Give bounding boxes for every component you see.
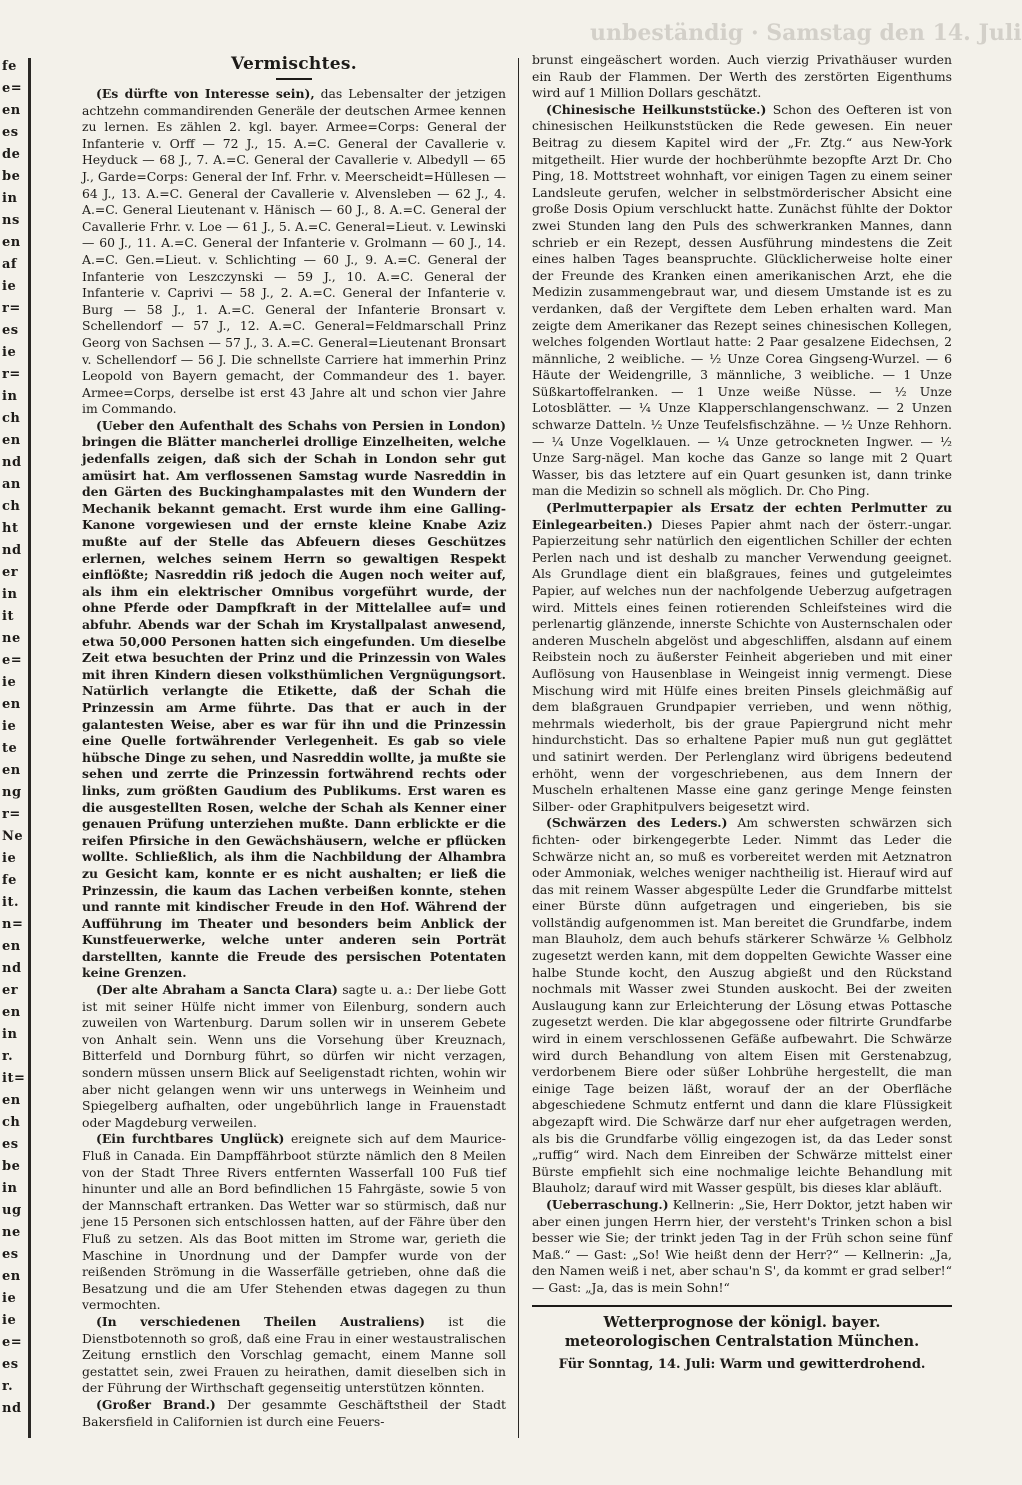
weather-forecast: Für Sonntag, 14. Juli: Warm und gewitterdrohend. (558, 1356, 926, 1372)
margin-fragment: ie (2, 279, 17, 294)
margin-fragment: ns (2, 213, 20, 228)
margin-fragment: er (2, 565, 19, 580)
margin-fragment: n= (2, 917, 24, 932)
margin-fragment: e= (2, 653, 23, 668)
article-keyword: (Schwärzen des Leders.) (546, 815, 728, 831)
article-keyword: (Chinesische Heilkunststücke.) (546, 101, 767, 117)
article-text: Kellnerin: „Sie, Herr Doktor, jetzt haben wir aber einen jungen Herrn hier, der versteht's Trinken schon a bisl besser wie Sie; der trinkt jeden Tag in der Früh schon seine fünf Maß.“ — Gast: „So! Wie heißt denn der Herr?“ — Kellnerin: „Ja, den Namen weiß i net, aber schau'n S', da kommt er grad selber!“ — Gast: „Ja, das is mein Sohn!“ (532, 1196, 952, 1295)
article-paragraph (532, 102, 952, 500)
margin-fragment: it (2, 609, 14, 624)
article-paragraph (82, 1131, 506, 1314)
margin-fragment: ch (2, 411, 21, 426)
margin-fragment: es (2, 125, 19, 140)
margin-fragment: ie (2, 1291, 17, 1306)
margin-fragment: it= (2, 1071, 26, 1086)
margin-fragment: en (2, 1093, 21, 1108)
margin-fragment: en (2, 763, 21, 778)
margin-fragment: te (2, 741, 18, 756)
margin-fragment: es (2, 1357, 19, 1372)
margin-fragment: in (2, 389, 18, 404)
article-keyword: (Es dürfte von Interesse sein), (96, 86, 315, 101)
margin-fragment: r. (2, 1379, 14, 1394)
margin-fragment: en (2, 103, 21, 118)
margin-fragment: ie (2, 675, 17, 690)
margin-fragment: ch (2, 499, 21, 514)
margin-fragment: e= (2, 81, 23, 96)
margin-fragment: ht (2, 521, 19, 536)
column-left-body (82, 86, 506, 1430)
margin-fragment: fe (2, 873, 17, 888)
margin-fragment: es (2, 1247, 19, 1262)
article-paragraph (82, 1314, 506, 1397)
column-divider (518, 58, 519, 1438)
margin-fragment: ie (2, 851, 17, 866)
article-text: das Lebensalter der jetzigen achtzehn commandirenden Generäle der deutschen Armee kennen zu lernen. Es zählen 2. kgl. bayer. Armee=Corps: General der Infanterie v. Orff — 72 J., 15. A.=C. General der Cavallerie v. Heyduck — 68 J., 7. A.=C. General der Cavallerie v. Albedyll — 65 J., Garde=Corps: General der Inf. Frhr. v. Meerscheidt=Hüllesen — 64 J., 13. A.=C. General der Cavallerie v. Alvensleben — 62 J., 4. A.=C. General Lieutenant v. Hänisch — 60 J., 8. A.=C. General der Cavallerie Frhr. v. Loe — 61 J., 5. A.=C. General=Lieut. v. Lewinski — 60 J., 11. A.=C. General der Infanterie v. Grolmann — 60 J., 14. A.=C. Gen.=Lieut. v. Schlichting — 60 J., 9. A.=C. General der Infanterie von Leszczynski — 59 J., 10. A.=C. General der Infanterie v. Caprivi — 58 J., 2. A.=C. General der Infanterie v. Burg — 58 J., 1. A.=C. General der Infanterie Bronsart v. Schellendorf — 57 J., 12. A.=C. General=Feldmarschall Prinz Georg von Sachsen — 57 J., 3. A.=C. General=Lieutenant Bronsart v. Schellendorf — 56 J. Die schnellste Carriere hat immerhin Prinz Leopold von Bayern gemacht, der Commandeur des 1. bayer. Armee=Corps, derselbe ist erst 43 Jahre alt und schon vier Jahre im Commando. (82, 86, 506, 417)
article-paragraph (532, 500, 952, 815)
margin-fragment: es (2, 1137, 19, 1152)
column-right-body (532, 52, 952, 1297)
article-text: brunst eingeäschert worden. Auch vierzig Privathäuser wurden ein Raub der Flammen. Der Werth des zerstörten Eigenthums wird auf 1 Million Dollars geschätzt. (532, 52, 952, 101)
margin-fragment: en (2, 1005, 21, 1020)
article-keyword: (Perlmutterpapier als Ersatz der echten Perlmutter zu Einlegearbeiten.) (532, 500, 952, 532)
weather-rule (532, 1305, 952, 1307)
margin-fragment: be (2, 1159, 21, 1174)
margin-fragment: in (2, 1027, 18, 1042)
article-text: ist die Dienstbotennoth so groß, daß eine Frau in einer westaustralischen Zeitung ernstlich den Vorschlag gemacht, einem Manne soll gestattet sein, zwei Frauen zu heirathen, damit dieselben sich in der Führung der Wirthschaft gegenseitig unterstützen könnten. (82, 1313, 507, 1396)
bleed-through-text: unbeständig · Samstag den 14. Juli (590, 20, 1022, 46)
margin-fragment: en (2, 939, 21, 954)
margin-fragment: nd (2, 455, 22, 470)
article-keyword: (Ueberraschung.) (546, 1196, 669, 1212)
article-paragraph (82, 86, 506, 418)
weather-title: Wetterprognose der königl. bayer. meteorologischen Centralstation München. (564, 1313, 920, 1350)
section-heading: Vermischtes. (231, 54, 357, 74)
article-text: Schon des Oefteren ist von chinesischen Heilkunststücken die Rede gewesen. Ein neuer Beitrag zu diesem Kapitel wird der „Fr. Ztg.“ aus New-York mitgetheilt. Hier wurde der hochberühmte bezopfte Arzt Dr. Cho Ping, 18. Mottstreet wohnhaft, vor einigen Tagen zu einem seiner Landsleute gerufen, welcher in selbstmörderischer Absicht eine große Dosis Opium verschluckt hatte. Zunächst fühlte der Doktor zwei Stunden lang den Puls des schwerkranken Mannes, dann schrieb er ein Rezept, dessen Ausführung mindestens die Zeit eines halben Tages beanspruchte. Glücklicherweise holte einer der Freunde des Kranken einen amerikanischen Arzt, ehe die Medizin zusammengebraut war, und diesem Umstande ist es zu verdanken, daß der Vergiftete dem Leben erhalten ward. Man zeigte dem Amerikaner das Rezept seines chinesischen Kollegen, welches folgenden Wortlaut hatte: 2 Paar gesalzene Eidechsen, 2 männliche, 2 weibliche. — ½ Unze Corea Gingseng-Wurzel. — 6 Häute der Weidengrille, 3 männliche, 3 weibliche. — 1 Unze Süßkartoffelranken. — 1 Unze weiße Nüsse. — ½ Unze Lotosblätter. — ¼ Unze Klapperschlangenschwanz. — 2 Unzen schwarze Datteln. ½ Unze Teufelsfischzähne. — ½ Unze Rehhorn. — ¼ Unze Vogelklauen. — ¼ Unze getrockneten Ingwer. — ½ Unze Sarg-nägel. Man koche das Ganze so lange mit 2 Quart Wasser, bis das letztere auf ein Quart gesunken ist, dann trinke man die Medizin so schnell als möglich. Dr. Cho Ping. (532, 101, 952, 499)
article-keyword: (In verschiedenen Theilen Australiens) (96, 1313, 426, 1329)
article-text: bringen die Blätter mancherlei drollige Einzelheiten, welche jedenfalls zeigen, daß sich der Schah in London sehr gut amüsirt hat. Am verflossenen Samstag wurde Nasreddin in den Gärten des Buckinghampalastes mit den Wundern der Mechanik bekannt gemacht. Erst wurde ihm eine Galling-Kanone vorgewiesen und der ernste kleine Knabe Aziz mußte auf der Stelle das Abfeuern dieses Geschützes erlernen, welches seinem Herrn so gewaltigen Respekt einflößte; Nasreddin riß jedoch die Augen noch weiter auf, als ihm ein elektrischer Omnibus vorgeführt wurde, der ohne Pferde oder Dampfkraft in der Mittelallee auf= und abfuhr. Abends war der Schah im Krystallpalast anwesend, etwa 50,000 Personen hatten sich eingefunden. Um dieselbe Zeit etwa besuchten der Prinz und die Prinzessin von Wales mit ihren Kindern diesen volksthümlichen Vergnügungsort. Natürlich verlangte die Etikette, daß der Schah die Prinzessin am Arme führte. Das that er auch in der galantesten Weise, aber es war für ihn und die Prinzessin eine Quelle fortwährender Verlegenheit. Es gab so viele hübsche Dinge zu sehen, und Nasreddin wollte, ja mußte sie sehen und zerrte die Prinzessin fortwährend rechts oder links, zum größten Gaudium des Publikums. Erst waren es die ausgestellten Rosen, welche der Schah als Kenner einer genauen Prüfung unterziehen mußte. Dann erblickte er die reifen Pfirsiche in den Gewächshäusern, welche er pflücken wollte. Schließlich, als ihm die Nachbildung der Alhambra zu Gesicht kam, konnte er es nicht aushalten; er ließ die Prinzessin, die kaum das Lachen verbeißen konnte, stehen und rannte mit kindischer Freude in den Hof. Während der Aufführung im Theater und besonders beim Anblick der Kunstfeuerwerke, welche unter anderen sein Porträt darstellten, kannte die Freude des persischen Potentaten keine Grenzen. (82, 434, 506, 981)
margin-fragment: e= (2, 1335, 23, 1350)
margin-fragment: er (2, 983, 19, 998)
article-paragraph (82, 1397, 506, 1430)
margin-fragment: ie (2, 1313, 17, 1328)
article-keyword: (Ein furchtbares Unglück) (96, 1131, 285, 1147)
column-left (82, 52, 506, 1452)
margin-fragment: ne (2, 1225, 21, 1240)
margin-fragment: ug (2, 1203, 22, 1218)
margin-fragment: r= (2, 367, 21, 382)
margin-fragment: r= (2, 807, 21, 822)
left-margin-column (0, 58, 31, 1438)
margin-fragment: en (2, 1269, 21, 1284)
article-text: Dieses Papier ahmt nach der österr.-ungar. Papierzeitung sehr natürlich den eigentlichen Schiller der echten Perlen nach und ist deshalb zu mancher Verwendung geeignet. Als Grundlage dient ein blaßgraues, feines und gutgeleimtes Papier, auf welches nun der nachfolgende Ueberzug aufgetragen wird. Mittels eines feinen rotierenden Schleifsteines wird die perlenartig glänzende, innerste Schichte von Austernschalen oder anderen Muscheln abgelöst und abgeschliffen, alsdann auf einem Reibstein noch zu äußerster Feinheit abgerieben und mit einer Auflösung von Hausenblase in Weingeist innig vermengt. Diese Mischung wird mit Hülfe eines breiten Pinsels gleichmäßig auf dem blaßgrauen Grundpapier verrieben, und wenn nöthig, mehrmals wiederholt, bis der graue Papiergrund nicht mehr hindurchsticht. Das so erhaltene Papier muß nun gut geglättet und satinirt werden. Der Perlenglanz wird übrigens bedeutend erhöht, wenn der vorgeschriebenen, aus dem Innern der Muscheln erhaltenen Masse eine ganz geringe Menge feinsten Silber- oder Graphitpulvers beigesetzt wird. (532, 516, 952, 814)
margin-fragment: en (2, 697, 21, 712)
margin-fragment: in (2, 587, 18, 602)
article-paragraph (82, 418, 506, 982)
heading-underline (276, 78, 312, 80)
margin-fragment: r. (2, 1049, 14, 1064)
margin-fragment: ng (2, 785, 22, 800)
column-right (532, 52, 952, 1452)
article-paragraph (532, 815, 952, 1197)
margin-fragment: ch (2, 1115, 21, 1130)
margin-fragment: it. (2, 895, 19, 910)
margin-fragment: in (2, 1181, 18, 1196)
margin-fragment: r= (2, 301, 21, 316)
margin-fragment: en (2, 235, 21, 250)
article-paragraph (82, 982, 506, 1131)
margin-fragment: de (2, 147, 21, 162)
margin-fragment: in (2, 191, 18, 206)
margin-fragment: ie (2, 345, 17, 360)
article-text: sagte u. a.: Der liebe Gott ist mit seiner Hülfe nicht immer von Eilenburg, sondern auch zuweilen von Wartenburg. Darum sollen wir in unserem Gebete von Anhalt sein. Wenn uns die Vorsehung über Kreuznach, Bitterfeld und Dornburg führt, so dürfen wir nicht verzagen, sondern müssen unsern Blick auf Seeligenstadt richten, wohin wir aber nicht gelangen wenn wir uns unterwegs in Weinheim und Spiegelberg aufhalten, oder ungebührlich lange in Frauenstadt oder Magdeburg verweilen. (82, 982, 506, 1130)
article-keyword: (Ueber den Aufenthalt des Schahs von Persien in London) (96, 417, 506, 433)
margin-fragment: ne (2, 631, 21, 646)
margin-fragment: en (2, 433, 21, 448)
margin-fragment: es (2, 323, 19, 338)
article-text: Am schwersten schwärzen sich fichten- oder birkengegerbte Leder. Nimmt das Leder die Schwärze nicht an, so muß es vorbereitet werden mit Aetznatron oder Ammoniak, welches weniger nachtheilig ist. Hierauf wird auf das mit reinem Wasser abgespülte Leder die Grundfarbe mittelst einer Bürste dünn aufgetragen und eingerieben, bis sie vollständig aufgenommen ist. Man bereitet die Grundfarbe, indem man Blauholz, dem auch behufs stärkerer Schwärze ⅙ Gelbholz zugesetzt werden kann, mit dem doppelten Gewichte Wasser eine halbe Stunde kocht, den Auszug abgießt und den Rückstand nochmals mit Wasser zwei Stunden auskocht. Bei der zweiten Auslaugung kann zur Erleichterung der Lösung etwas Pottasche zugesetzt werden. Die klar abgegossene oder filtrirte Grundfarbe wird in einem verschlossenen Gefäße aufbewahrt. Die Schwärze wird durch Behandlung von altem Eisen mit Gerstenabzug, verdorbenem Biere oder süßer Lohbrühe hergestellt, die man einige Tage beizen läßt, worauf der an der Oberfläche abgeschiedene Schmutz entfernt und dann die klare Flüssigkeit abgezapft wird. Die Schwärze darf nur eher aufgetragen werden, als bis die Grundfarbe völlig eingezogen ist, da das Leder sonst „ruffig“ wird. Nach dem Einreiben der Schwärze mittelst einer Bürste empfiehlt sich eine nochmalige leichte Behandlung mit Blauholz; darauf wird mit Wasser gespült, bis dieses klar abläuft. (532, 815, 952, 1196)
margin-fragment: an (2, 477, 21, 492)
margin-fragment: nd (2, 543, 22, 558)
margin-fragment: af (2, 257, 18, 272)
article-paragraph (532, 52, 952, 102)
article-paragraph (532, 1197, 952, 1297)
article-text: Der gesammte Geschäftstheil der Stadt Bakersfield in Californien ist durch eine Feuers- (82, 1396, 506, 1429)
article-text: ereignete sich auf dem Maurice-Fluß in Canada. Ein Dampffährboot stürzte nämlich den 8 Meilen von der Stadt Three Rivers entfernten Wasserfall 100 Fuß tief hinunter und alle an Bord befindlichen 15 Fahrgäste, sowie 5 von der Mannschaft ertranken. Das Wetter war so stürmisch, daß nur jene 15 Personen sich entschlossen hatten, auf der Fähre über den Fluß zu setzen. Als das Boot mitten im Strome war, gerieth die Maschine in Unordnung und der Dampfer wurde von der reißenden Strömung in die Wasserfälle getrieben, ohne daß die Besatzung und die am Ufer Stehenden etwas dagegen zu thun vermochten. (82, 1131, 506, 1313)
margin-fragment: be (2, 169, 21, 184)
margin-fragment: nd (2, 961, 22, 976)
article-keyword: (Großer Brand.) (96, 1396, 216, 1412)
margin-fragment: fe (2, 59, 17, 74)
article-keyword: (Der alte Abraham a Sancta Clara) (96, 982, 338, 998)
margin-fragment: nd (2, 1401, 22, 1416)
margin-fragment: Ne (2, 829, 24, 844)
margin-fragment: ie (2, 719, 17, 734)
